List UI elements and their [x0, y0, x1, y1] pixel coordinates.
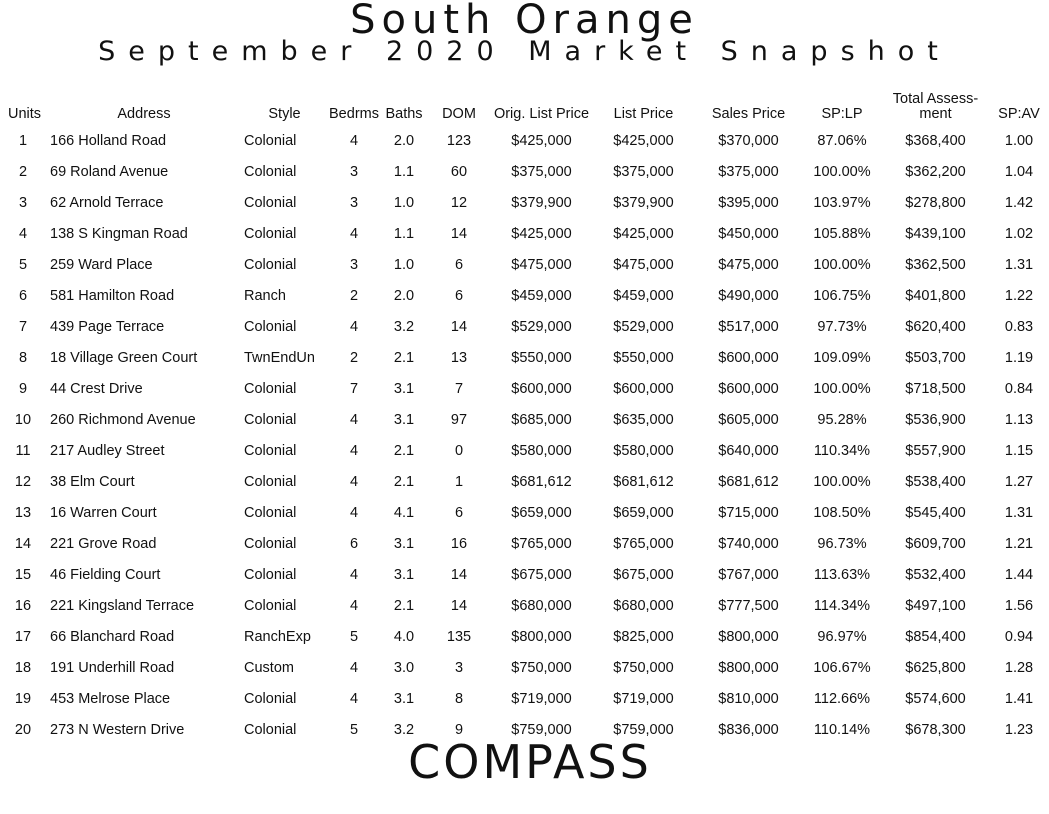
table-row	[0, 219, 1049, 250]
cell-style: Colonial	[244, 257, 297, 273]
cell-list-price: $375,000	[613, 164, 674, 180]
table-row	[0, 188, 1049, 219]
cell-bedrooms: 3	[349, 195, 359, 211]
cell-dom: 14	[450, 226, 468, 242]
cell-list-price: $659,000	[613, 505, 674, 521]
cell-sp-av: 1.27	[1004, 474, 1034, 490]
cell-total-assessment: $620,400	[905, 319, 966, 335]
cell-total-assessment: $625,800	[905, 660, 966, 676]
cell-sp-av: 1.02	[1004, 226, 1034, 242]
cell-dom: 6	[454, 505, 464, 521]
cell-total-assessment: $503,700	[905, 350, 966, 366]
cell-style: Colonial	[244, 691, 297, 707]
cell-sp-av: 1.41	[1004, 691, 1034, 707]
cell-units: 2	[18, 164, 28, 180]
cell-address: 62 Arnold Terrace	[50, 195, 164, 211]
cell-orig-list-price: $600,000	[511, 381, 572, 397]
cell-dom: 16	[450, 536, 468, 552]
table-row	[0, 436, 1049, 467]
cell-total-assessment: $609,700	[905, 536, 966, 552]
cell-orig-list-price: $685,000	[511, 412, 572, 428]
cell-units: 14	[14, 536, 32, 552]
cell-style: Colonial	[244, 598, 297, 614]
cell-sales-price: $395,000	[718, 195, 779, 211]
cell-bedrooms: 4	[349, 474, 359, 490]
cell-units: 10	[14, 412, 32, 428]
cell-list-price: $580,000	[613, 443, 674, 459]
cell-list-price: $425,000	[613, 133, 674, 149]
cell-sales-price: $810,000	[718, 691, 779, 707]
cell-units: 12	[14, 474, 32, 490]
cell-orig-list-price: $659,000	[511, 505, 572, 521]
cell-dom: 12	[450, 195, 468, 211]
cell-units: 4	[18, 226, 28, 242]
cell-bedrooms: 4	[349, 598, 359, 614]
cell-sales-price: $836,000	[718, 722, 779, 738]
cell-baths: 3.1	[393, 567, 415, 583]
cell-units: 1	[18, 133, 28, 149]
cell-orig-list-price: $800,000	[511, 629, 572, 645]
cell-list-price: $635,000	[613, 412, 674, 428]
cell-sp-lp: 106.75%	[813, 288, 871, 304]
cell-units: 13	[14, 505, 32, 521]
cell-sales-price: $740,000	[718, 536, 779, 552]
cell-baths: 4.1	[393, 505, 415, 521]
cell-units: 20	[14, 722, 32, 738]
cell-dom: 60	[450, 164, 468, 180]
cell-bedrooms: 2	[349, 350, 359, 366]
column-header-sales-price: Sales Price	[711, 106, 786, 122]
cell-list-price: $681,612	[613, 474, 674, 490]
cell-units: 6	[18, 288, 28, 304]
cell-address: 166 Holland Road	[50, 133, 167, 149]
cell-sp-lp: 110.34%	[813, 443, 871, 459]
cell-total-assessment: $439,100	[905, 226, 966, 242]
cell-sp-av: 1.19	[1004, 350, 1034, 366]
cell-address: 581 Hamilton Road	[50, 288, 175, 304]
cell-sp-av: 0.94	[1004, 629, 1034, 645]
cell-address: 138 S Kingman Road	[50, 226, 188, 242]
cell-style: Colonial	[244, 133, 297, 149]
cell-total-assessment: $497,100	[905, 598, 966, 614]
cell-address: 18 Village Green Court	[50, 350, 198, 366]
cell-address: 69 Roland Avenue	[50, 164, 169, 180]
cell-dom: 123	[446, 133, 472, 149]
cell-address: 191 Underhill Road	[50, 660, 175, 676]
cell-sales-price: $767,000	[718, 567, 779, 583]
cell-sales-price: $681,612	[718, 474, 779, 490]
cell-style: Colonial	[244, 164, 297, 180]
cell-total-assessment: $362,500	[905, 257, 966, 273]
cell-address: 273 N Western Drive	[50, 722, 185, 738]
cell-baths: 1.1	[393, 226, 415, 242]
table-row	[0, 653, 1049, 684]
column-header-bedrooms: Bedrms	[329, 106, 379, 122]
column-header-orig-list-price: Orig. List Price	[493, 106, 590, 122]
cell-bedrooms: 5	[349, 629, 359, 645]
column-header-address: Address	[117, 106, 171, 122]
cell-style: Colonial	[244, 443, 297, 459]
table-row	[0, 684, 1049, 715]
cell-sp-lp: 87.06%	[817, 133, 867, 149]
cell-style: Colonial	[244, 536, 297, 552]
cell-address: 46 Fielding Court	[50, 567, 161, 583]
cell-bedrooms: 6	[349, 536, 359, 552]
cell-baths: 4.0	[393, 629, 415, 645]
cell-sales-price: $370,000	[718, 133, 779, 149]
cell-total-assessment: $278,800	[905, 195, 966, 211]
table-row	[0, 467, 1049, 498]
cell-sp-lp: 100.00%	[813, 381, 871, 397]
cell-total-assessment: $536,900	[905, 412, 966, 428]
column-header-list-price: List Price	[613, 106, 674, 122]
cell-sp-lp: 108.50%	[813, 505, 871, 521]
cell-address: 259 Ward Place	[50, 257, 153, 273]
cell-bedrooms: 3	[349, 257, 359, 273]
cell-bedrooms: 4	[349, 567, 359, 583]
cell-style: TwnEndUn	[244, 350, 315, 366]
column-header-baths: Baths	[385, 106, 423, 122]
cell-total-assessment: $678,300	[905, 722, 966, 738]
cell-bedrooms: 2	[349, 288, 359, 304]
cell-units: 17	[14, 629, 32, 645]
page-title: South Orange	[350, 0, 699, 43]
cell-baths: 3.2	[393, 319, 415, 335]
table-row	[0, 157, 1049, 188]
table-row	[0, 126, 1049, 157]
cell-sp-lp: 95.28%	[817, 412, 867, 428]
cell-dom: 13	[450, 350, 468, 366]
cell-list-price: $600,000	[613, 381, 674, 397]
cell-sales-price: $600,000	[718, 381, 779, 397]
cell-dom: 14	[450, 598, 468, 614]
cell-sales-price: $375,000	[718, 164, 779, 180]
cell-baths: 2.0	[393, 288, 415, 304]
cell-orig-list-price: $550,000	[511, 350, 572, 366]
cell-total-assessment: $545,400	[905, 505, 966, 521]
cell-units: 16	[14, 598, 32, 614]
column-header-units: Units	[8, 106, 42, 122]
cell-list-price: $825,000	[613, 629, 674, 645]
cell-list-price: $550,000	[613, 350, 674, 366]
cell-total-assessment: $574,600	[905, 691, 966, 707]
table-row	[0, 560, 1049, 591]
cell-dom: 8	[454, 691, 464, 707]
cell-address: 221 Grove Road	[50, 536, 157, 552]
cell-sp-av: 1.28	[1004, 660, 1034, 676]
cell-sales-price: $605,000	[718, 412, 779, 428]
cell-sales-price: $450,000	[718, 226, 779, 242]
cell-units: 19	[14, 691, 32, 707]
cell-sp-lp: 106.67%	[813, 660, 871, 676]
cell-orig-list-price: $719,000	[511, 691, 572, 707]
cell-sp-av: 1.31	[1004, 505, 1034, 521]
cell-address: 217 Audley Street	[50, 443, 165, 459]
cell-sp-lp: 105.88%	[813, 226, 871, 242]
cell-baths: 1.0	[393, 195, 415, 211]
table-body	[0, 126, 1049, 746]
cell-address: 453 Melrose Place	[50, 691, 171, 707]
cell-sales-price: $715,000	[718, 505, 779, 521]
cell-sp-av: 1.15	[1004, 443, 1034, 459]
cell-sp-av: 1.42	[1004, 195, 1034, 211]
cell-list-price: $529,000	[613, 319, 674, 335]
cell-sp-lp: 112.66%	[813, 691, 871, 707]
cell-units: 15	[14, 567, 32, 583]
cell-address: 44 Crest Drive	[50, 381, 143, 397]
cell-baths: 1.1	[393, 164, 415, 180]
cell-sp-lp: 100.00%	[813, 164, 871, 180]
cell-sales-price: $777,500	[718, 598, 779, 614]
cell-sales-price: $800,000	[718, 629, 779, 645]
cell-baths: 2.1	[393, 443, 415, 459]
cell-bedrooms: 4	[349, 319, 359, 335]
cell-bedrooms: 3	[349, 164, 359, 180]
cell-address: 439 Page Terrace	[50, 319, 165, 335]
cell-address: 16 Warren Court	[50, 505, 157, 521]
compass-logo: COMPASS	[408, 735, 652, 789]
cell-sp-av: 1.31	[1004, 257, 1034, 273]
cell-sp-av: 1.56	[1004, 598, 1034, 614]
cell-baths: 1.0	[393, 257, 415, 273]
cell-orig-list-price: $675,000	[511, 567, 572, 583]
cell-list-price: $750,000	[613, 660, 674, 676]
cell-orig-list-price: $529,000	[511, 319, 572, 335]
cell-bedrooms: 4	[349, 443, 359, 459]
cell-dom: 14	[450, 319, 468, 335]
cell-dom: 135	[446, 629, 472, 645]
cell-dom: 3	[454, 660, 464, 676]
cell-style: Colonial	[244, 319, 297, 335]
cell-total-assessment: $557,900	[905, 443, 966, 459]
cell-sales-price: $490,000	[718, 288, 779, 304]
cell-style: Colonial	[244, 226, 297, 242]
cell-total-assessment: $538,400	[905, 474, 966, 490]
cell-sp-lp: 109.09%	[813, 350, 871, 366]
table-row	[0, 343, 1049, 374]
column-header-total-assessment: Total Assess- ment	[892, 91, 979, 122]
table-row	[0, 498, 1049, 529]
cell-total-assessment: $854,400	[905, 629, 966, 645]
cell-baths: 3.1	[393, 536, 415, 552]
cell-total-assessment: $401,800	[905, 288, 966, 304]
cell-sp-av: 1.00	[1004, 133, 1034, 149]
cell-bedrooms: 4	[349, 505, 359, 521]
cell-orig-list-price: $379,900	[511, 195, 572, 211]
cell-list-price: $680,000	[613, 598, 674, 614]
cell-units: 9	[18, 381, 28, 397]
table-row	[0, 405, 1049, 436]
cell-sales-price: $517,000	[718, 319, 779, 335]
cell-units: 11	[15, 443, 31, 459]
cell-orig-list-price: $375,000	[511, 164, 572, 180]
cell-style: Colonial	[244, 474, 297, 490]
cell-sp-av: 1.22	[1004, 288, 1034, 304]
cell-address: 66 Blanchard Road	[50, 629, 175, 645]
cell-units: 18	[14, 660, 32, 676]
cell-sp-av: 1.44	[1004, 567, 1034, 583]
cell-bedrooms: 4	[349, 660, 359, 676]
column-header-style: Style	[268, 106, 301, 122]
cell-dom: 6	[454, 288, 464, 304]
cell-style: Custom	[244, 660, 294, 676]
cell-orig-list-price: $765,000	[511, 536, 572, 552]
cell-sp-lp: 113.63%	[813, 567, 871, 583]
cell-sp-lp: 114.34%	[813, 598, 871, 614]
cell-orig-list-price: $580,000	[511, 443, 572, 459]
cell-baths: 3.1	[393, 691, 415, 707]
cell-sp-av: 1.04	[1004, 164, 1034, 180]
cell-bedrooms: 4	[349, 226, 359, 242]
cell-list-price: $719,000	[613, 691, 674, 707]
cell-address: 38 Elm Court	[50, 474, 135, 490]
cell-sp-lp: 103.97%	[813, 195, 871, 211]
cell-dom: 7	[454, 381, 464, 397]
cell-baths: 2.0	[393, 133, 415, 149]
cell-baths: 3.1	[393, 412, 415, 428]
cell-sp-av: 0.83	[1004, 319, 1034, 335]
cell-sp-lp: 97.73%	[817, 319, 867, 335]
column-header-sp-lp: SP:LP	[821, 106, 863, 122]
cell-orig-list-price: $475,000	[511, 257, 572, 273]
cell-units: 5	[18, 257, 28, 273]
cell-sp-av: 1.21	[1004, 536, 1034, 552]
cell-style: Colonial	[244, 722, 297, 738]
cell-sales-price: $640,000	[718, 443, 779, 459]
cell-style: Colonial	[244, 195, 297, 211]
cell-orig-list-price: $681,612	[511, 474, 572, 490]
cell-list-price: $379,900	[613, 195, 674, 211]
cell-sp-av: 1.13	[1004, 412, 1034, 428]
cell-dom: 97	[450, 412, 468, 428]
table-row	[0, 622, 1049, 653]
cell-style: RanchExp	[244, 629, 311, 645]
table-row	[0, 374, 1049, 405]
cell-total-assessment: $718,500	[905, 381, 966, 397]
cell-bedrooms: 5	[349, 722, 359, 738]
table-row	[0, 281, 1049, 312]
cell-sales-price: $475,000	[718, 257, 779, 273]
cell-baths: 3.0	[393, 660, 415, 676]
cell-list-price: $475,000	[613, 257, 674, 273]
cell-total-assessment: $362,200	[905, 164, 966, 180]
cell-dom: 6	[454, 257, 464, 273]
cell-address: 221 Kingsland Terrace	[50, 598, 195, 614]
cell-list-price: $459,000	[613, 288, 674, 304]
table-row	[0, 312, 1049, 343]
cell-bedrooms: 7	[349, 381, 359, 397]
cell-style: Colonial	[244, 412, 297, 428]
cell-total-assessment: $532,400	[905, 567, 966, 583]
cell-style: Colonial	[244, 381, 297, 397]
table-row	[0, 250, 1049, 281]
cell-dom: 1	[454, 474, 464, 490]
cell-bedrooms: 4	[349, 691, 359, 707]
cell-units: 3	[18, 195, 28, 211]
cell-sp-lp: 110.14%	[813, 722, 871, 738]
cell-units: 7	[18, 319, 28, 335]
cell-orig-list-price: $680,000	[511, 598, 572, 614]
column-header-sp-av: SP:AV	[998, 106, 1040, 122]
table-row	[0, 529, 1049, 560]
cell-baths: 3.1	[393, 381, 415, 397]
cell-orig-list-price: $425,000	[511, 133, 572, 149]
cell-baths: 3.2	[393, 722, 415, 738]
cell-sp-av: 0.84	[1004, 381, 1034, 397]
cell-total-assessment: $368,400	[905, 133, 966, 149]
cell-sp-lp: 100.00%	[813, 257, 871, 273]
cell-orig-list-price: $459,000	[511, 288, 572, 304]
cell-dom: 0	[454, 443, 464, 459]
cell-address: 260 Richmond Avenue	[50, 412, 196, 428]
cell-sales-price: $800,000	[718, 660, 779, 676]
table-header-row	[0, 84, 1049, 126]
page-subtitle: September 2020 Market Snapshot	[98, 36, 951, 67]
cell-bedrooms: 4	[349, 133, 359, 149]
cell-orig-list-price: $425,000	[511, 226, 572, 242]
cell-list-price: $425,000	[613, 226, 674, 242]
cell-sales-price: $600,000	[718, 350, 779, 366]
cell-sp-lp: 100.00%	[813, 474, 871, 490]
table-row	[0, 591, 1049, 622]
cell-dom: 9	[454, 722, 464, 738]
cell-list-price: $675,000	[613, 567, 674, 583]
cell-sp-av: 1.23	[1004, 722, 1034, 738]
cell-list-price: $765,000	[613, 536, 674, 552]
column-header-dom: DOM	[442, 106, 476, 122]
cell-units: 8	[18, 350, 28, 366]
cell-orig-list-price: $759,000	[511, 722, 572, 738]
cell-sp-lp: 96.73%	[817, 536, 867, 552]
cell-bedrooms: 4	[349, 412, 359, 428]
cell-style: Colonial	[244, 505, 297, 521]
cell-baths: 2.1	[393, 350, 415, 366]
cell-baths: 2.1	[393, 474, 415, 490]
cell-style: Ranch	[244, 288, 286, 304]
cell-style: Colonial	[244, 567, 297, 583]
cell-baths: 2.1	[393, 598, 415, 614]
cell-list-price: $759,000	[613, 722, 674, 738]
cell-sp-lp: 96.97%	[817, 629, 867, 645]
cell-orig-list-price: $750,000	[511, 660, 572, 676]
cell-dom: 14	[450, 567, 468, 583]
market-table	[0, 84, 1049, 746]
